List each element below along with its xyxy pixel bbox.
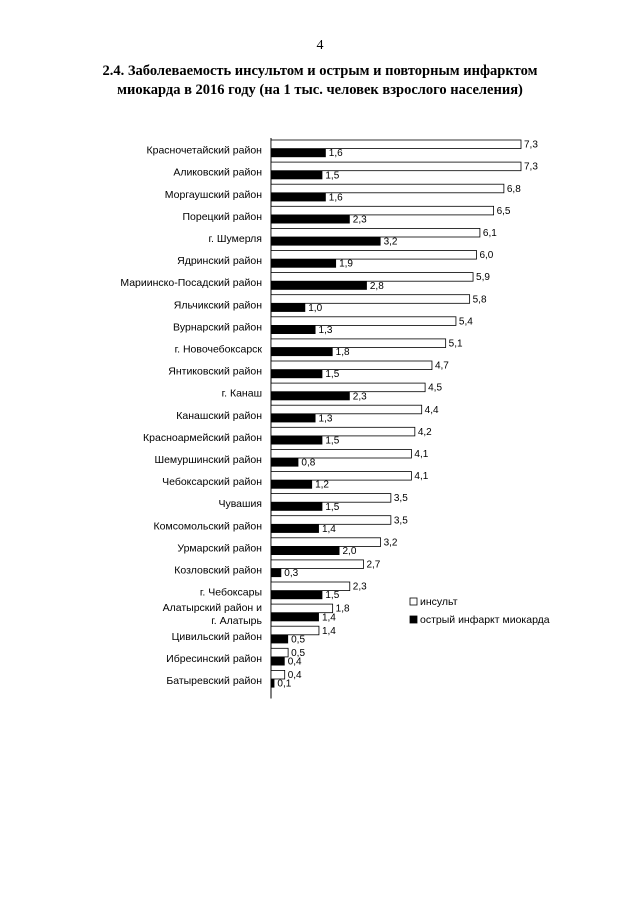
infarction-bar xyxy=(271,392,350,401)
infarction-value-label: 1,5 xyxy=(325,369,340,381)
stroke-bar xyxy=(271,228,480,237)
category-label: Цивильский район xyxy=(171,630,262,643)
stroke-value-label: 1,4 xyxy=(321,625,336,637)
infarction-bar xyxy=(271,546,339,555)
category-label: Порецкий район xyxy=(182,210,262,223)
category-label: г. Новочебоксарск xyxy=(174,343,262,356)
infarction-bar xyxy=(271,635,288,644)
stroke-bar xyxy=(271,317,456,326)
stroke-value-label: 6,1 xyxy=(482,228,497,239)
category-label: г. Алатырь xyxy=(211,615,262,628)
category-label: Яльчикский район xyxy=(173,299,262,312)
infarction-value-label: 1,5 xyxy=(325,590,340,602)
infarction-bar xyxy=(271,569,281,578)
infarction-value-label: 0,8 xyxy=(301,457,316,469)
category-label: Мариинско-Посадский район xyxy=(120,277,262,290)
infarction-value-label: 1,5 xyxy=(325,435,340,447)
category-label: Батыревский район xyxy=(166,675,262,687)
stroke-bar xyxy=(271,184,504,193)
legend-swatch-stroke xyxy=(410,598,417,605)
stroke-bar xyxy=(271,648,288,657)
category-label: Моргаушский район xyxy=(164,188,262,201)
category-label: Янтиковский район xyxy=(168,365,262,378)
stroke-value-label: 7,3 xyxy=(524,161,538,173)
infarction-bar xyxy=(271,370,322,379)
infarction-value-label: 2,3 xyxy=(352,214,367,226)
infarction-bar xyxy=(271,215,350,224)
infarction-bar xyxy=(271,149,326,158)
category-label: Чебоксарский район xyxy=(162,476,262,489)
category-label: Аликовский район xyxy=(173,166,262,179)
stroke-bar xyxy=(271,383,425,392)
stroke-value-label: 4,5 xyxy=(428,382,443,394)
infarction-value-label: 1,4 xyxy=(321,523,336,535)
infarction-value-label: 0,3 xyxy=(284,568,299,580)
infarction-bar xyxy=(271,524,319,533)
category-label: Красночетайский район xyxy=(146,144,262,157)
infarction-value-label: 1,6 xyxy=(328,148,343,160)
stroke-value-label: 5,1 xyxy=(448,338,463,350)
stroke-value-label: 6,0 xyxy=(479,250,494,262)
category-label: Козловский район xyxy=(174,564,262,577)
stroke-value-label: 1,8 xyxy=(335,603,350,615)
infarction-bar xyxy=(271,657,285,666)
infarction-bar xyxy=(271,171,322,180)
category-label: Алатырский район и xyxy=(162,602,262,615)
stroke-value-label: 4,1 xyxy=(414,471,429,483)
infarction-value-label: 1,0 xyxy=(308,302,323,314)
stroke-value-label: 4,4 xyxy=(424,404,439,416)
stroke-value-label: 6,5 xyxy=(496,205,511,217)
category-label: Урмарский район xyxy=(177,542,262,555)
infarction-value-label: 1,3 xyxy=(318,325,333,336)
infarction-bar xyxy=(271,458,298,467)
category-label: г. Чебоксары xyxy=(199,586,262,599)
infarction-value-label: 0,4 xyxy=(287,656,302,668)
stroke-bar xyxy=(271,427,415,436)
legend-label-stroke: инсульт xyxy=(420,596,458,608)
infarction-value-label: 2,8 xyxy=(369,280,384,292)
stroke-value-label: 5,9 xyxy=(476,272,490,284)
stroke-value-label: 3,5 xyxy=(393,493,408,505)
infarction-bar xyxy=(271,303,305,312)
stroke-bar xyxy=(271,449,411,458)
chart-title-line-1: 2.4. Заболеваемость инсультом и острым и повторным инфарктом xyxy=(102,63,538,79)
stroke-value-label: 0,4 xyxy=(287,670,302,681)
infarction-value-label: 2,3 xyxy=(352,391,367,403)
category-label: г. Канаш xyxy=(221,387,262,400)
stroke-bar xyxy=(271,206,494,215)
infarction-bar xyxy=(271,414,316,423)
infarction-bar xyxy=(271,259,336,268)
stroke-value-label: 4,1 xyxy=(414,449,429,460)
infarction-bar xyxy=(271,480,312,489)
stroke-value-label: 5,4 xyxy=(458,316,473,328)
stroke-value-label: 5,8 xyxy=(472,294,487,306)
infarction-bar xyxy=(271,281,367,290)
category-label: г. Шумерля xyxy=(208,233,262,245)
stroke-value-label: 4,2 xyxy=(417,426,432,438)
category-label: Ибресинский район xyxy=(166,652,262,665)
stroke-value-label: 0,5 xyxy=(291,647,306,659)
infarction-bar xyxy=(271,193,326,202)
category-label: Шемуршинский район xyxy=(154,454,262,466)
infarction-value-label: 1,4 xyxy=(321,612,336,624)
category-label: Вурнарский район xyxy=(172,321,262,334)
infarction-bar xyxy=(271,325,316,334)
infarction-value-label: 1,9 xyxy=(339,258,353,270)
stroke-bar xyxy=(271,472,411,481)
legend-swatch-infarction xyxy=(410,616,417,623)
infarction-bar xyxy=(271,237,381,246)
infarction-value-label: 1,8 xyxy=(335,347,350,359)
infarction-bar xyxy=(271,502,322,511)
infarction-bar xyxy=(271,679,274,688)
category-label: Чувашия xyxy=(218,498,262,511)
stroke-bar xyxy=(271,295,470,304)
infarction-value-label: 0,1 xyxy=(277,678,292,690)
infarction-value-label: 1,5 xyxy=(325,501,340,513)
stroke-bar xyxy=(271,140,521,149)
infarction-value-label: 1,2 xyxy=(315,479,330,491)
stroke-bar xyxy=(271,339,446,348)
stroke-bar xyxy=(271,405,422,414)
category-label: Ядринский район xyxy=(177,255,262,268)
infarction-bar xyxy=(271,613,319,622)
infarction-bar xyxy=(271,591,322,600)
stroke-bar xyxy=(271,361,432,370)
stroke-value-label: 2,3 xyxy=(352,581,367,593)
infarction-bar xyxy=(271,436,322,445)
infarction-value-label: 1,6 xyxy=(328,192,343,204)
stroke-value-label: 2,7 xyxy=(366,559,381,571)
stroke-bar xyxy=(271,162,521,171)
chart-title-line-2: миокарда в 2016 году (на 1 тыс. человек взрослого населения) xyxy=(117,82,523,98)
stroke-value-label: 4,7 xyxy=(434,360,449,372)
stroke-value-label: 7,3 xyxy=(524,139,538,151)
infarction-value-label: 1,5 xyxy=(325,170,340,182)
stroke-value-label: 3,2 xyxy=(383,537,398,549)
infarction-value-label: 2,0 xyxy=(342,546,357,557)
stroke-bar xyxy=(271,538,381,547)
category-label: Красноармейский район xyxy=(143,431,262,444)
category-label: Комсомольский район xyxy=(153,520,262,533)
stroke-bar xyxy=(271,251,476,260)
page-number: 4 xyxy=(316,38,324,53)
infarction-bar xyxy=(271,348,333,357)
legend-label-infarction: острый инфаркт миокарда xyxy=(420,614,550,626)
stroke-value-label: 6,8 xyxy=(506,183,521,195)
stroke-value-label: 3,5 xyxy=(393,515,408,527)
category-label: Канашский район xyxy=(176,409,262,422)
infarction-value-label: 1,3 xyxy=(318,413,333,425)
infarction-value-label: 0,5 xyxy=(291,634,306,646)
infarction-value-label: 3,2 xyxy=(383,236,398,248)
